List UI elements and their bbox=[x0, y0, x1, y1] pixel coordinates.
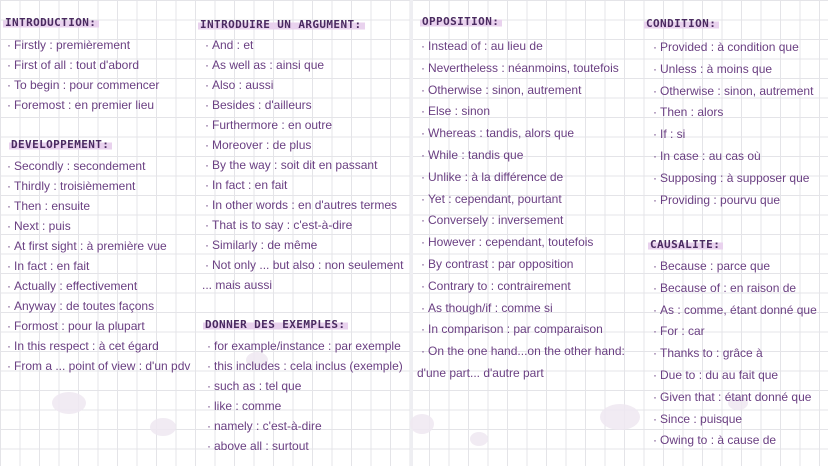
list-item: · As though/if : comme si bbox=[428, 301, 625, 323]
list-item: · While : tandis que bbox=[428, 148, 625, 170]
section-heading-opposition: OPPOSITION: bbox=[420, 15, 502, 28]
section-heading-causalite: CAUSALITE: bbox=[648, 238, 723, 251]
list-item: · Given that : étant donné que bbox=[660, 390, 817, 412]
list-item: · To begin : pour commencer bbox=[14, 78, 159, 98]
list-item: · Otherwise : sinon, autrement bbox=[660, 84, 813, 106]
list-item: · By the way : soit dit en passant bbox=[212, 158, 403, 178]
list-item: · Provided : à condition que bbox=[660, 40, 813, 62]
list-item: · In comparison : par comparaison bbox=[428, 322, 625, 344]
list-item: · For : car bbox=[660, 324, 817, 346]
section-heading-developpement: DEVELOPPEMENT: bbox=[9, 138, 112, 151]
list-item: · Furthermore : en outre bbox=[212, 118, 403, 138]
list-item: · By contrast : par opposition bbox=[428, 257, 625, 279]
list-item: · Unless : à moins que bbox=[660, 62, 813, 84]
argument-list bbox=[202, 38, 404, 298]
list-item: · As well as : ainsi que bbox=[212, 58, 403, 78]
paint-splash bbox=[470, 432, 488, 446]
list-item: · In fact : en fait bbox=[212, 178, 403, 198]
list-item: · Contrary to : contrairement bbox=[428, 279, 625, 301]
list-item: · Then : ensuite bbox=[14, 199, 190, 219]
list-item: · Moreover : de plus bbox=[212, 138, 403, 158]
list-item: · this includes : cela inclus (exemple) bbox=[214, 359, 403, 379]
list-item: · In case : au cas où bbox=[660, 149, 813, 171]
list-item: · Whereas : tandis, alors que bbox=[428, 126, 625, 148]
list-item: · like : comme bbox=[214, 399, 403, 419]
paint-splash bbox=[600, 404, 640, 430]
section-heading-introduire-un-argument: INTRODUIRE UN ARGUMENT: bbox=[198, 18, 365, 31]
list-item: · As : comme, étant donné que bbox=[660, 303, 817, 325]
list-item: · Due to : du au fait que bbox=[660, 368, 817, 390]
list-item: · Thanks to : grâce à bbox=[660, 346, 817, 368]
list-item: · Formost : pour la plupart bbox=[14, 319, 190, 339]
list-item: · Else : sinon bbox=[428, 104, 625, 126]
developpement-list bbox=[14, 159, 190, 379]
list-item: · From a ... point of view : d'un pdv bbox=[14, 359, 190, 379]
list-item: · Anyway : de toutes façons bbox=[14, 299, 190, 319]
list-item: · Not only ... but also : non seulement bbox=[212, 258, 403, 278]
list-item: · Since : puisque bbox=[660, 412, 817, 434]
list-item: · Next : puis bbox=[14, 219, 190, 239]
list-item: · Besides : d'ailleurs bbox=[212, 98, 403, 118]
causalite-list bbox=[660, 259, 817, 455]
list-item: · Because : parce que bbox=[660, 259, 817, 281]
list-item: · such as : tel que bbox=[214, 379, 403, 399]
list-item: · Also : aussi bbox=[212, 78, 403, 98]
list-item: · Instead of : au lieu de bbox=[428, 39, 625, 61]
list-item: · Firstly : premièrement bbox=[14, 38, 159, 58]
list-item: · Then : alors bbox=[660, 105, 813, 127]
list-item: · Similarly : de même bbox=[212, 238, 403, 258]
list-item: · At first sight : à première vue bbox=[14, 239, 190, 259]
section-heading-introduction: INTRODUCTION: bbox=[3, 16, 99, 29]
list-item: · In other words : en d'autres termes bbox=[212, 198, 403, 218]
list-item: · Unlike : à la différence de bbox=[428, 170, 625, 192]
section-heading-donner-des-exemples: DONNER DES EXEMPLES: bbox=[203, 318, 348, 331]
section-heading-condition: CONDITION: bbox=[644, 17, 719, 30]
list-item: · Conversely : inversement bbox=[428, 213, 625, 235]
list-item: · On the one hand...on the other hand: bbox=[428, 344, 625, 366]
list-item: · Foremost : en premier lieu bbox=[14, 98, 159, 118]
list-item: · Supposing : à supposer que bbox=[660, 171, 813, 193]
paint-splash bbox=[52, 392, 86, 414]
list-item: · In this respect : à cet égard bbox=[14, 339, 190, 359]
examples-list bbox=[214, 339, 403, 459]
list-item: · namely : c'est-à-dire bbox=[214, 419, 403, 439]
list-item: · Yet : cependant, pourtant bbox=[428, 192, 625, 214]
list-item: · In fact : en fait bbox=[14, 259, 190, 279]
list-item: · Secondly : secondement bbox=[14, 159, 190, 179]
list-item: · Owing to : à cause de bbox=[660, 433, 817, 455]
introduction-list bbox=[14, 38, 159, 118]
list-item: · Because of : en raison de bbox=[660, 281, 817, 303]
list-item: · And : et bbox=[212, 38, 403, 58]
condition-list bbox=[660, 40, 813, 214]
list-item: · Nevertheless : néanmoins, toutefois bbox=[428, 61, 625, 83]
list-item: · for example/instance : par exemple bbox=[214, 339, 403, 359]
page-divider bbox=[410, 0, 413, 466]
paint-splash bbox=[150, 418, 176, 436]
list-item-continuation: d'une part... d'autre part bbox=[417, 365, 544, 380]
opposition-list bbox=[417, 39, 625, 388]
list-item-continuation: ... mais aussi bbox=[202, 278, 273, 292]
list-item: · That is to say : c'est-à-dire bbox=[212, 218, 403, 238]
list-item: · If : si bbox=[660, 127, 813, 149]
list-item: · Otherwise : sinon, autrement bbox=[428, 83, 625, 105]
list-item: · However : cependant, toutefois bbox=[428, 235, 625, 257]
paint-splash bbox=[410, 414, 434, 434]
list-item: · Actually : effectivement bbox=[14, 279, 190, 299]
list-item: · Providing : pourvu que bbox=[660, 193, 813, 215]
list-item: · above all : surtout bbox=[214, 439, 403, 459]
list-item: · Thirdly : troisièmement bbox=[14, 179, 190, 199]
list-item: · First of all : tout d'abord bbox=[14, 58, 159, 78]
